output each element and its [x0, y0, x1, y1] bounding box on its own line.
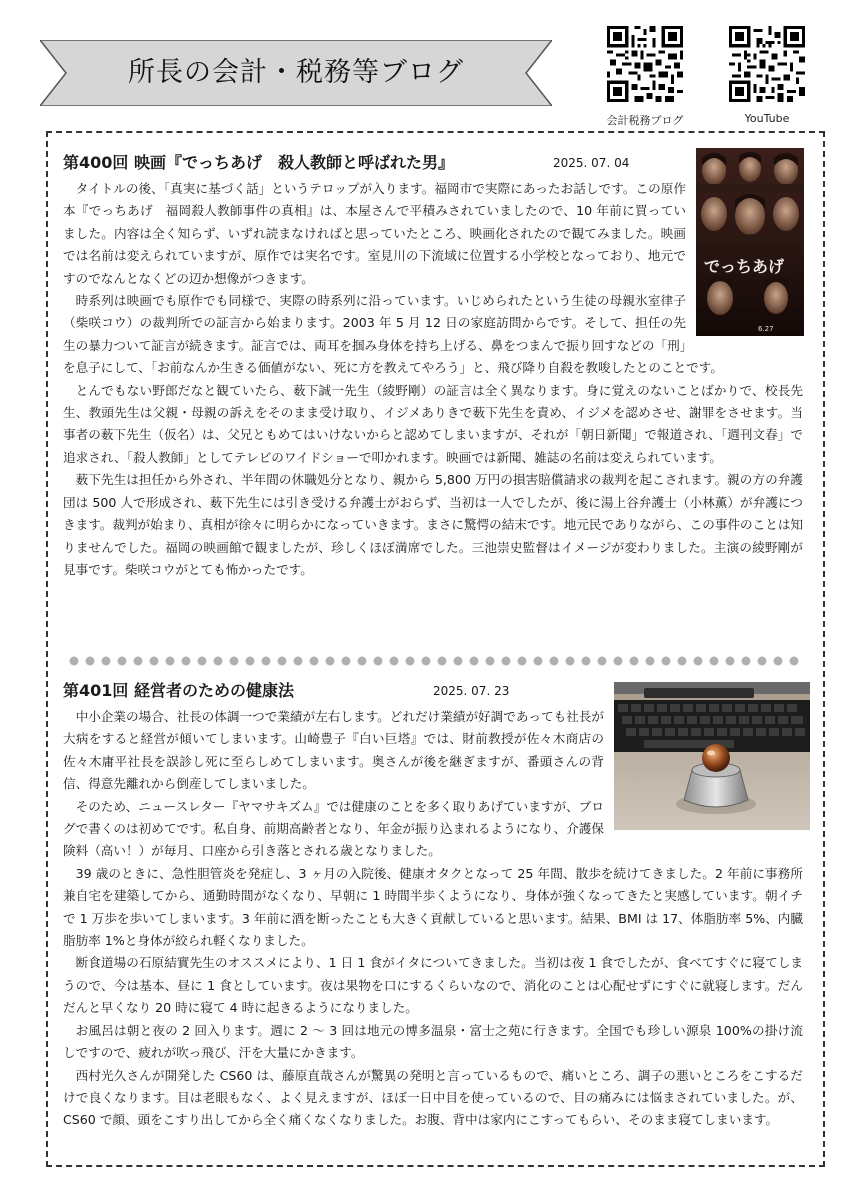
separator-dot [614, 657, 623, 666]
article-paragraph: タイトルの後、「真実に基づく話」というテロップが入ります。福岡市で実際にあったお話しです。この原作本『でっちあげ 福岡殺人教師事件の真相』は、本屋さんで平積みされていましたので、10 年前に買っていました。内容は全く知らず、いずれ読まなければと思っていたところ、映画化されたので観てみました。映画では名前は変えられていますが、原作では実名です。室見川の下流域に位置する小学校となっており、地元ですのでなんとなくどの辺か想像がつきます。 [63, 181, 686, 286]
separator-dot [294, 657, 303, 666]
separator-dot [758, 657, 767, 666]
separator-dot [678, 657, 687, 666]
qr-label-youtube: YouTube [744, 112, 790, 125]
separator-dot [470, 657, 479, 666]
article-heading [63, 676, 803, 706]
qr-code-icon [729, 26, 805, 102]
article-paragraph: 断食道場の石原結實先生のオススメにより、1 日 1 食がイタについてきました。当初は夜 1 食でしたが、食べてすぐに寝てしまうので、今は基本、昼に 1 食としています。夜は果物を口にするくらいなので、消化のことは心配せずにすぐに就寝します。だんだんと早くなり 20 時に寝て 4 時に起きるようになりました。 [63, 955, 803, 1016]
separator-dot [694, 657, 703, 666]
separator-dot [326, 657, 335, 666]
article-paragraph: 薮下先生は担任から外され、半年間の休職処分となり、親から 5,800 万円の損害賠償請求の裁判を起こされます。親の方の弁護団は 500 人で形成され、薮下先生には引き受ける弁護士がおらず、当初は一人でしたが、後に湯上谷弁護士（小林薫）が弁護につきます。裁判が始まり、真相が徐々に明らかになっていきます。まさに驚愕の結末です。地元民でありながら、この事件のことは知りませんでした。福岡の映画館で観ましたが、珍しくほぼ満席でした。三池崇史監督はイメージが変わりました。主演の綾野剛が見事です。柴咲コウがとても怖かったです。 [63, 472, 804, 577]
separator-dot [534, 657, 543, 666]
separator-dot [662, 657, 671, 666]
article-paragraph: そのため、ニュースレター『ヤマサキズム』では健康のことを多く取りあげていますが、ブログで書くのは初めてです。私自身、前期高齢者となり、年金が振り込まれるようになり、介護保険料（高い！）が毎月、口座から引き落とされる歳となりました。 [63, 798, 604, 859]
separator-dot [278, 657, 287, 666]
separator-dot [582, 657, 591, 666]
separator-dot [198, 657, 207, 666]
separator-dot [566, 657, 575, 666]
separator-dot [230, 657, 239, 666]
article-heading [63, 148, 803, 178]
separator-dot [742, 657, 751, 666]
qr-code-blog[interactable] [600, 26, 690, 128]
article-paragraph: 西村光久さんが開発した CS60 は、藤原直哉さんが驚異の発明と言っているもので、痛いところ、調子の悪いところをこするだけで良くなります。目は老眼もなく、よく見えますが、ほぼ一日中目を使っているので、目の痛みには悩まされていました。が、CS60 で顔、頭をこすり出してから全く痛くなくなりました。お腹、背中は家内にこすってもらい、そのまま寝てしまいます。 [63, 1067, 803, 1128]
separator-dot [102, 657, 111, 666]
poster-title: でっちあげ [704, 257, 785, 276]
separator-dot [502, 657, 511, 666]
article-paragraph: 中小企業の場合、社長の体調一つで業績が左右します。どれだけ業績が好調であっても社長が大病をすると経営が傾いてしまいます。山崎豊子『白い巨塔』では、財前教授が佐々木商店の佐々木庸平社長を誤診し死に至らしめてしまいます。奥さんが後を継ぎますが、番頭さんの背信、得意先離れから倒産してしまいました。 [63, 709, 604, 792]
separator-dot [150, 657, 159, 666]
article-title: 第401回 経営者のための健康法 [63, 681, 294, 700]
dot-separator [68, 655, 804, 667]
article-title: 第400回 映画『でっちあげ 殺人教師と呼ばれた男』 [63, 153, 454, 172]
separator-dot [70, 657, 79, 666]
article-401 [63, 676, 803, 1132]
blog-banner [40, 40, 552, 106]
article-400 [63, 148, 803, 581]
separator-dot [422, 657, 431, 666]
article-paragraph: 時系列は映画でも原作でも同様で、実際の時系列に沿っています。いじめられたという生徒の母親氷室律子（柴咲コウ）の裁判所での証言から始まります。2003 年 5 月 12 日の家庭訪問からです。そして、担任の先生の暴力ついて証言が続きます。証言では、両耳を掴み身体を持ち上げる、鼻をつまんで振り回すなどの「刑」を息子にして、「お前なんか生きる価値がない、死に方を教えてやろう」と、飛び降り自殺を教唆したとのことです。 [63, 293, 723, 376]
separator-dot [630, 657, 639, 666]
separator-dot [246, 657, 255, 666]
separator-dot [774, 657, 783, 666]
separator-dot [310, 657, 319, 666]
separator-dot [406, 657, 415, 666]
separator-dot [182, 657, 191, 666]
separator-dot [390, 657, 399, 666]
qr-code-icon [607, 26, 683, 102]
separator-dot [550, 657, 559, 666]
separator-dot [646, 657, 655, 666]
qr-code-youtube[interactable] [722, 26, 812, 125]
separator-dot [86, 657, 95, 666]
article-paragraph: とんでもない野郎だなと観ていたら、薮下誠一先生（綾野剛）の証言は全く異なります。身に覚えのないことばかりで、校長先生、教頭先生は父親・母親の訴えをそのまま受け取り、イジメありきで薮下先生を責め、イジメを認めさせ、謝罪をさせます。当事者の薮下先生（仮名）は、父兄ともめてはいけないからと認めてしまいますが、それが「朝日新聞」で報道され、「週刊文春」で追求され、「殺人教師」としてテレビのワイドショーで叩かれます。映画では新聞、雑誌の名前は変えられています。 [63, 382, 803, 465]
article-paragraph: 39 歳のときに、急性胆管炎を発症し、3 ヶ月の入院後、健康オタクとなって 25 年間、散歩を続けてきました。2 年前に事務所兼自宅を建築してから、通勤時間がなくなり、早朝に 1 時間半歩くようになり、身体が強くなってきたと実感しています。朝イチで 1 万歩を歩いてしまいます。3 年前に酒を断ったことも大きく貢献していると思います。結果、BMI は 17、体脂肪率 5%、内臓脂肪率 1%と身体が絞られ軽くなりました。 [63, 865, 803, 949]
separator-dot [374, 657, 383, 666]
separator-dot [518, 657, 527, 666]
separator-dot [358, 657, 367, 666]
separator-dot [262, 657, 271, 666]
separator-dot [598, 657, 607, 666]
separator-dot [214, 657, 223, 666]
separator-dot [134, 657, 143, 666]
separator-dot [166, 657, 175, 666]
article-date: 2025. 07. 04 [553, 156, 630, 170]
separator-dot [790, 657, 799, 666]
poster-date: 6.27 [758, 325, 774, 333]
article-body [63, 706, 803, 1132]
article-body [63, 178, 803, 581]
separator-dot [454, 657, 463, 666]
qr-label-blog: 会計税務ブログ [606, 114, 684, 127]
page-title: 所長の会計・税務等ブログ [128, 57, 464, 88]
separator-dot [726, 657, 735, 666]
separator-dot [438, 657, 447, 666]
separator-dot [486, 657, 495, 666]
separator-dot [118, 657, 127, 666]
separator-dot [710, 657, 719, 666]
article-date: 2025. 07. 23 [433, 684, 510, 698]
article-paragraph: お風呂は朝と夜の 2 回入ります。週に 2 〜 3 回は地元の博多温泉・富士之苑に行きます。全国でも珍しい源泉 100%の掛け流しですので、疲れが吹っ飛び、汗を大量にかきます。 [63, 1022, 803, 1061]
separator-dot [342, 657, 351, 666]
